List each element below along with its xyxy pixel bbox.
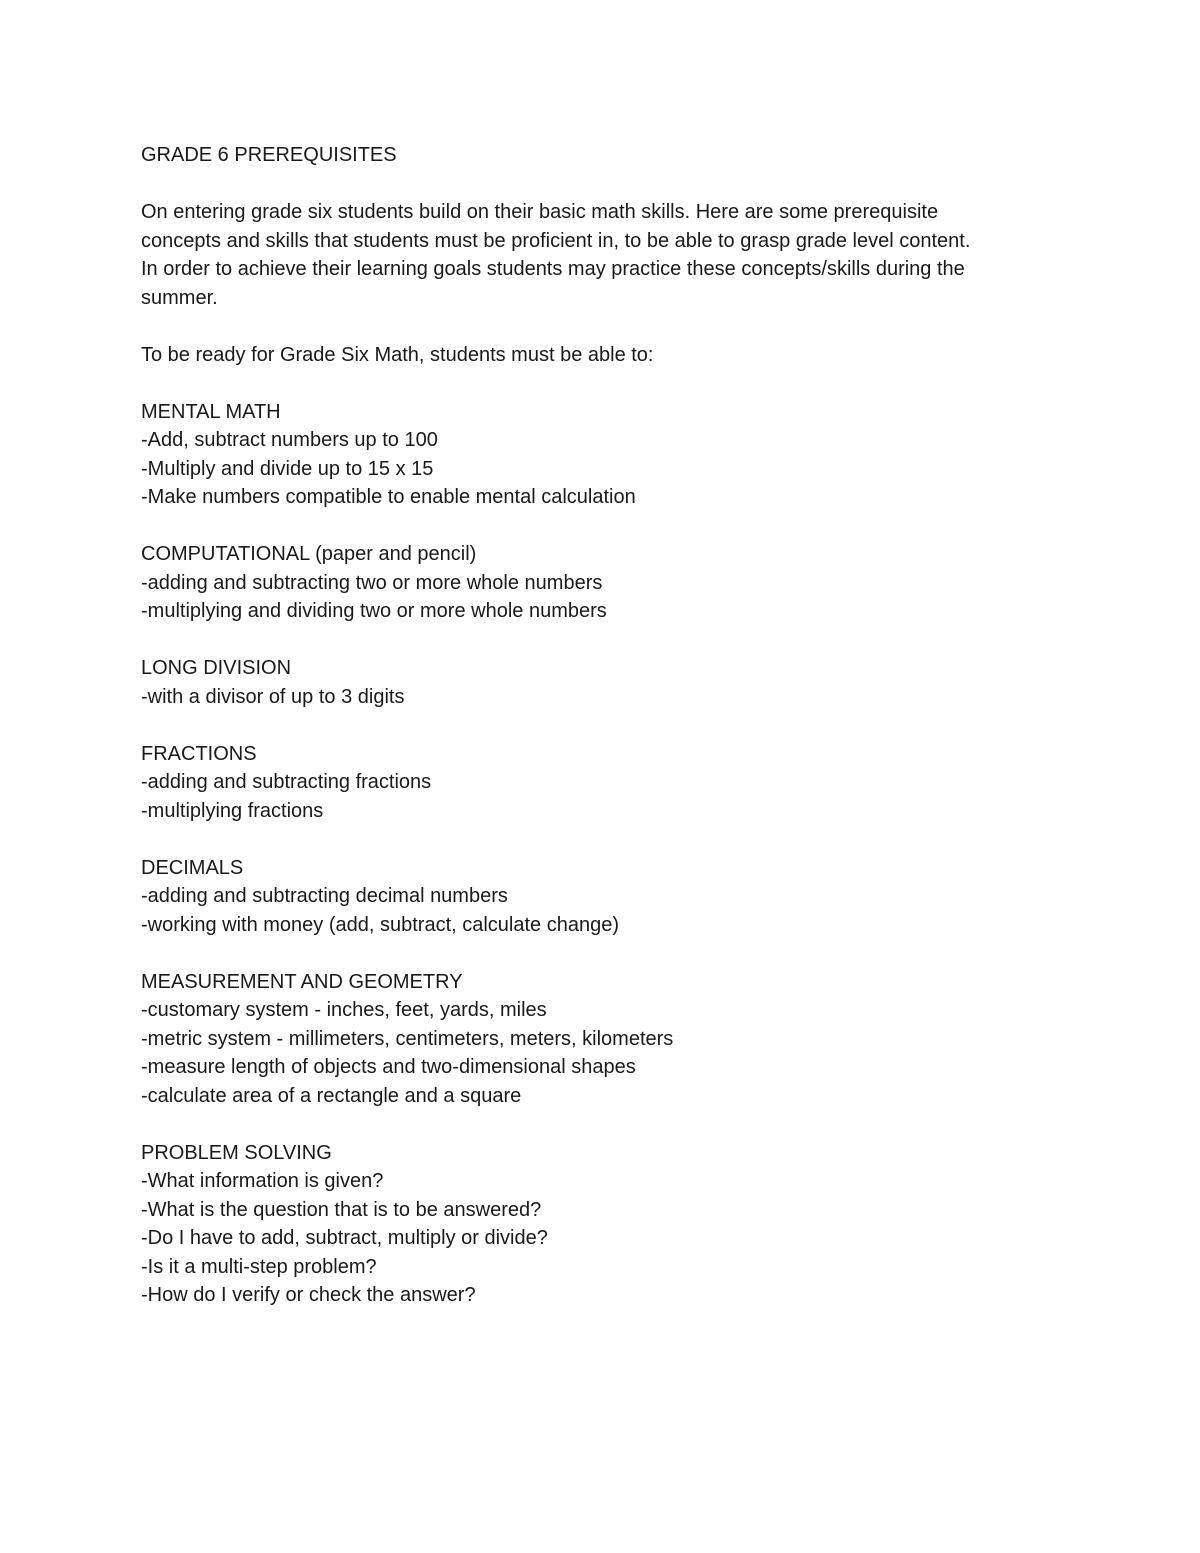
section-heading: DECIMALS <box>141 856 244 879</box>
skill-list <box>141 768 1061 825</box>
skill-item: -multiplying fractions <box>141 799 324 822</box>
skill-item: -adding and subtracting fractions <box>141 771 432 793</box>
skill-item: -Multiply and divide up to 15 x 15 <box>141 457 434 480</box>
skill-item: -Is it a multi-step problem? <box>141 1255 377 1278</box>
section-long-division <box>141 654 1061 711</box>
skill-item: -customary system - inches, feet, yards, miles <box>141 999 547 1021</box>
skill-list <box>141 569 1061 626</box>
skill-item: -Make numbers compatible to enable mental calculation <box>141 486 636 508</box>
intro-line: In order to achieve their learning goals students may practice these concepts/skills during the <box>141 258 965 280</box>
skill-item: -What is the question that is to be answered? <box>141 1198 542 1221</box>
skill-item: -working with money (add, subtract, calculate change) <box>141 913 620 936</box>
skill-item: -adding and subtracting decimal numbers <box>141 885 508 907</box>
skill-item: -calculate area of a rectangle and a square <box>141 1084 522 1107</box>
section-heading: LONG DIVISION <box>141 657 292 679</box>
section-decimals <box>141 854 1061 940</box>
skill-list <box>141 996 1061 1110</box>
document-page <box>141 141 1061 1338</box>
skill-item: -Do I have to add, subtract, multiply or divide? <box>141 1227 548 1249</box>
intro-line: summer. <box>141 286 218 309</box>
skill-item: -adding and subtracting two or more whole numbers <box>141 571 603 594</box>
skill-list <box>141 683 1061 712</box>
skill-item: -measure length of objects and two-dimensional shapes <box>141 1056 636 1078</box>
skill-list <box>141 882 1061 939</box>
intro-line: On entering grade six students build on their basic math skills. Here are some prerequisite <box>141 201 939 223</box>
section-fractions <box>141 740 1061 826</box>
skill-item: -How do I verify or check the answer? <box>141 1284 476 1306</box>
section-problem-solving <box>141 1139 1061 1310</box>
lead-sentence: To be ready for Grade Six Math, students must be able to: <box>141 343 654 366</box>
section-mental-math <box>141 398 1061 512</box>
section-heading: COMPUTATIONAL (paper and pencil) <box>141 543 477 565</box>
section-measurement-geometry <box>141 968 1061 1111</box>
intro-paragraph <box>141 198 1041 312</box>
section-heading: PROBLEM SOLVING <box>141 1141 332 1164</box>
skill-item: -multiplying and dividing two or more whole numbers <box>141 600 607 622</box>
skill-item: -metric system - millimeters, centimeters, meters, kilometers <box>141 1027 674 1050</box>
skill-item: -Add, subtract numbers up to 100 <box>141 429 438 451</box>
skill-list <box>141 1167 1061 1310</box>
section-heading: MEASUREMENT AND GEOMETRY <box>141 970 463 993</box>
section-computational <box>141 540 1061 626</box>
section-heading: FRACTIONS <box>141 742 257 765</box>
section-heading: MENTAL MATH <box>141 400 281 423</box>
skill-item: -What information is given? <box>141 1170 384 1192</box>
skill-list <box>141 426 1061 512</box>
skill-item: -with a divisor of up to 3 digits <box>141 685 405 708</box>
intro-line: concepts and skills that students must be proficient in, to be able to grasp grade level content. <box>141 229 971 252</box>
document-title: GRADE 6 PREREQUISITES <box>141 144 397 166</box>
